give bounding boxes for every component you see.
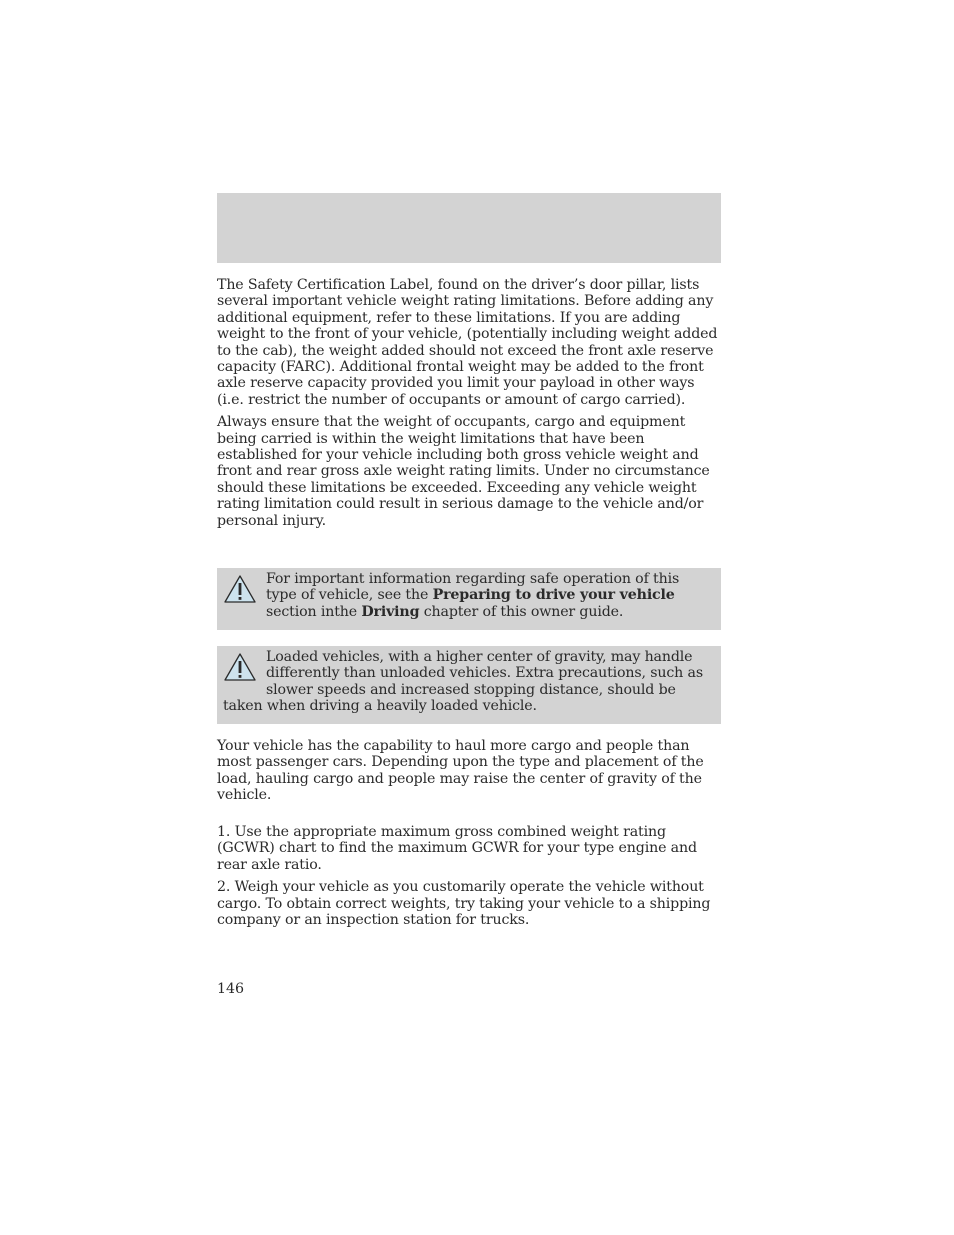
step-1: 1. Use the appropriate maximum gross combined weight rating (GCWR) chart to find the maximum GCWR for your type engine and rear axle ratio. bbox=[217, 824, 697, 873]
chapter-header-bar bbox=[217, 193, 721, 263]
warning-text-b: section inthe bbox=[266, 603, 362, 620]
warning-text-a: For important information regarding safe operation of this type of vehicle, see the bbox=[266, 571, 680, 604]
warning-box-loaded-vehicles bbox=[217, 646, 721, 724]
safety-label-paragraph: The Safety Certification Label, found on the driver’s door pillar, lists several important vehicle weight rating limitations. Before adding any additional equipment, refer to these limitations. If you are adding weight to the front of your vehicle, (potentially including weight added to the cab), the weight added should not exceed the front axle reserve capacity (FARC). Additional frontal weight may be added to the front axle reserve capacity provided you limit your payload in other ways (i.e. restrict the number of occupants or amount of cargo carried). bbox=[217, 277, 718, 408]
weighing-steps bbox=[217, 824, 723, 934]
warning-text: Loaded vehicles, with a higher center of gravity, may handle differently than unloaded vehicles. Extra precautions, such as slower speeds and increased stopping distance, should be taken when driving a heavily loaded vehicle. bbox=[223, 649, 703, 715]
cargo-capability-paragraph: Your vehicle has the capability to haul more cargo and people than most passenger cars. Depending upon the type and placement of the load, hauling cargo and people may raise the center of gravity of the vehicle. bbox=[217, 738, 704, 804]
warning-triangle-icon bbox=[223, 574, 257, 604]
page-number: 146 bbox=[217, 981, 245, 997]
warning-text-c: chapter of this owner guide. bbox=[419, 603, 624, 620]
warning-link-preparing: Preparing to drive your vehicle bbox=[432, 587, 675, 604]
warning-triangle-icon bbox=[223, 652, 257, 682]
warning-box-safe-operation bbox=[217, 568, 721, 630]
weight-limits-section bbox=[217, 277, 723, 535]
warning-link-driving: Driving bbox=[361, 603, 420, 620]
weight-limitations-paragraph: Always ensure that the weight of occupants, cargo and equipment being carried is within the weight limitations that have been established for your vehicle including both gross vehicle weight and front and rear gross axle weight rating limits. Under no circumstance should these limitations be exceeded. Exceeding any vehicle weight rating limitation could result in serious damage to the vehicle and/or personal injury. bbox=[217, 414, 710, 529]
center-of-gravity-section bbox=[217, 738, 723, 810]
step-2: 2. Weigh your vehicle as you customarily operate the vehicle without cargo. To obtain correct weights, try taking your vehicle to a shipping company or an inspection station for trucks. bbox=[217, 879, 711, 929]
